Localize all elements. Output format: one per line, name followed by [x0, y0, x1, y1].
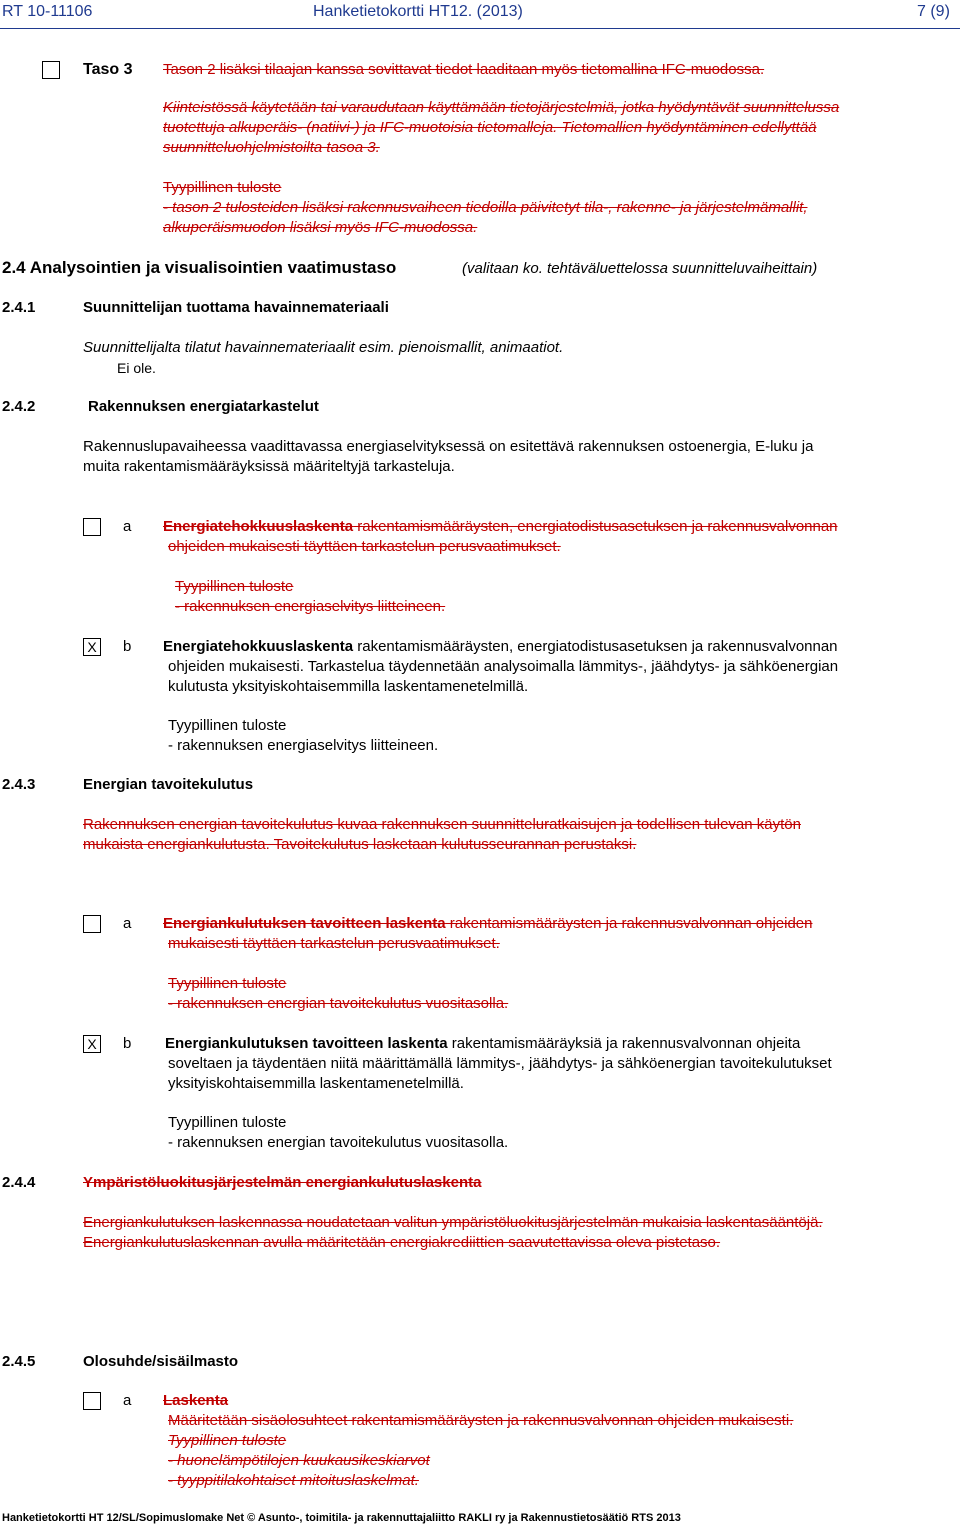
section-2-4-1-value: Ei ole.: [117, 360, 156, 376]
typical-line: - tyyppitilakohtaiset mitoituslaskelmat.: [168, 1472, 419, 1489]
section-2-4-2-title: Rakennuksen energiatarkastelut: [88, 398, 319, 415]
section-2-4-3-number: 2.4.3: [2, 776, 36, 793]
paragraph-line: Energiankulutuksen laskennassa noudatetaan valitun ympäristöluokitusjärjestelmän mukaisia laskentasääntöjä.: [83, 1214, 823, 1231]
typical-label: Tyypillinen tuloste: [168, 975, 287, 992]
level3-para-line: suunnitteluohjelmistoilta tasoa 3.: [163, 139, 380, 156]
section-2-4-note: (valitaan ko. tehtäväluettelossa suunnitteluvaiheittain): [462, 260, 818, 277]
section-2-4-5-title: Olosuhde/sisäilmasto: [83, 1353, 239, 1370]
typical-label: Tyypillinen tuloste: [168, 1114, 287, 1131]
option-letter: b: [123, 638, 132, 655]
option-bold-text: Energiankulutuksen tavoitteen laskenta: [163, 915, 446, 932]
typical-line: - rakennuksen energian tavoitekulutus vuositasolla.: [168, 995, 509, 1012]
option-checkbox[interactable]: X: [83, 1035, 101, 1053]
paragraph-line: Rakennuslupavaiheessa vaadittavassa energiaselvityksessä on esitettävä rakennuksen ostoenergia, E-luku ja: [83, 438, 814, 455]
option-line: soveltaen ja täydentäen niitä määrittämällä lämmitys-, jäähdytys- ja sähköenergian tavoitekulutukset: [168, 1055, 832, 1072]
page-number: 7 (9): [917, 3, 950, 20]
option-line: kulutusta yksityiskohtaisemmilla laskentamenetelmillä.: [168, 678, 529, 695]
option-text: [163, 517, 838, 537]
section-2-4-2-number: 2.4.2: [2, 398, 36, 415]
option-line: ohjeiden mukaisesti. Tarkastelua täydennetään analysoimalla lämmitys-, jäähdytys- ja sähköenergian: [168, 658, 839, 675]
option-bold-text: Energiatehokkuuslaskenta: [163, 638, 354, 655]
typical-line: - rakennuksen energiaselvitys liitteineen.: [168, 737, 439, 754]
card-title: Hanketietokortti HT12. (2013): [313, 3, 523, 20]
typical-label: Tyypillinen tuloste: [175, 578, 294, 595]
option-bold-text: Laskenta: [163, 1392, 229, 1409]
option-letter: b: [123, 1035, 132, 1052]
level3-para-line: tuotettuja alkuperäis- (natiivi-) ja IFC-muotoisia tietomalleja. Tietomallien hyödyntäminen edellyttää: [163, 119, 817, 136]
section-2-4-title: 2.4 Analysointien ja visualisointien vaatimustaso: [2, 258, 397, 277]
option-rest-text: rakentamismääräyksiä ja rakennusvalvonnan ohjeita: [447, 1035, 801, 1052]
section-2-4-5-number: 2.4.5: [2, 1353, 36, 1370]
level3-checkbox[interactable]: [42, 61, 60, 79]
paragraph-line: Energiankulutuslaskennan avulla määritetään energiakrediittien saavutettavissa oleva pistetaso.: [83, 1234, 721, 1251]
paragraph-line: muita rakentamismääräyksissä määriteltyjä tarkasteluja.: [83, 458, 455, 475]
typical-label: Tyypillinen tuloste: [168, 1432, 287, 1449]
level3-title: Tason 2 lisäksi tilaajan kanssa sovittavat tiedot laaditaan myös tietomallina IFC-muodossa.: [163, 61, 765, 78]
level3-typical-label: Tyypillinen tuloste: [163, 179, 282, 196]
level3-typical-line: alkuperäismuodon lisäksi myös IFC-muodossa.: [163, 219, 478, 236]
option-line: ohjeiden mukaisesti täyttäen tarkastelun perusvaatimukset.: [168, 538, 561, 555]
paragraph-line: mukaista energiankulutusta. Tavoitekulutus lasketaan kulutusseurannan perustaksi.: [83, 836, 637, 853]
header-rule: [0, 28, 960, 29]
section-2-4-4-number: 2.4.4: [2, 1174, 36, 1191]
typical-line: - huonelämpötilojen kuukausikeskiarvot: [168, 1452, 430, 1469]
option-checkbox[interactable]: [83, 1392, 101, 1410]
option-letter: a: [123, 915, 132, 932]
option-line: mukaisesti täyttäen tarkastelun perusvaatimukset.: [168, 935, 500, 952]
option-checkbox[interactable]: X: [83, 638, 101, 656]
level3-typical-line: - tason 2 tulosteiden lisäksi rakennusvaiheen tiedoilla päivitetyt tila-, rakenne- ja järjestelmämallit,: [163, 199, 808, 216]
typical-line: - rakennuksen energian tavoitekulutus vuositasolla.: [168, 1134, 509, 1151]
option-line: yksityiskohtaisemmilla laskentamenetelmillä.: [168, 1075, 464, 1092]
option-text: [163, 637, 838, 657]
section-2-4-1-title: Suunnittelijan tuottama havainnemateriaali: [83, 299, 389, 316]
paragraph-line: Rakennuksen energian tavoitekulutus kuvaa rakennuksen suunnitteluratkaisujen ja todellisen tulevan käytön: [83, 816, 801, 833]
section-2-4-4-title: Ympäristöluokitusjärjestelmän energiankulutuslaskenta: [83, 1174, 482, 1191]
option-rest-text: rakentamismääräysten, energiatodistusasetuksen ja rakennusvalvonnan: [353, 518, 838, 535]
option-text: [163, 914, 812, 934]
option-letter: a: [123, 518, 132, 535]
level3-para-line: Kiinteistössä käytetään tai varaudutaan käyttämään tietojärjestelmiä, jotka hyödyntävät suunnittelussa: [163, 99, 840, 116]
option-rest-text: rakentamismääräysten ja rakennusvalvonnan ohjeiden: [445, 915, 813, 932]
footer-text: Hanketietokortti HT 12/SL/Sopimuslomake Net © Asunto-, toimitila- ja rakennuttajaliitto RAKLI ry ja Rakennustietosäätiö RTS 2013: [2, 1512, 681, 1524]
option-bold-text: Energiatehokkuuslaskenta: [163, 518, 354, 535]
section-2-4-3-title: Energian tavoitekulutus: [83, 776, 254, 793]
level3-label: Taso 3: [83, 61, 133, 78]
doc-id: RT 10-11106: [2, 3, 93, 20]
option-letter: a: [123, 1392, 132, 1409]
option-bold-text: Energiankulutuksen tavoitteen laskenta: [165, 1035, 448, 1052]
typical-label: Tyypillinen tuloste: [168, 717, 287, 734]
option-rest-text: rakentamismääräysten, energiatodistusasetuksen ja rakennusvalvonnan: [353, 638, 838, 655]
typical-line: - rakennuksen energiaselvitys liitteineen.: [175, 598, 446, 615]
option-checkbox[interactable]: [83, 518, 101, 536]
section-2-4-1-number: 2.4.1: [2, 299, 36, 316]
option-line: Määritetään sisäolosuhteet rakentamismääräysten ja rakennusvalvonnan ohjeiden mukaisesti.: [168, 1412, 794, 1429]
section-2-4-1-desc: Suunnittelijalta tilatut havainnemateriaalit esim. pienoismallit, animaatiot.: [83, 339, 564, 356]
option-checkbox[interactable]: [83, 915, 101, 933]
option-text: [165, 1034, 800, 1054]
